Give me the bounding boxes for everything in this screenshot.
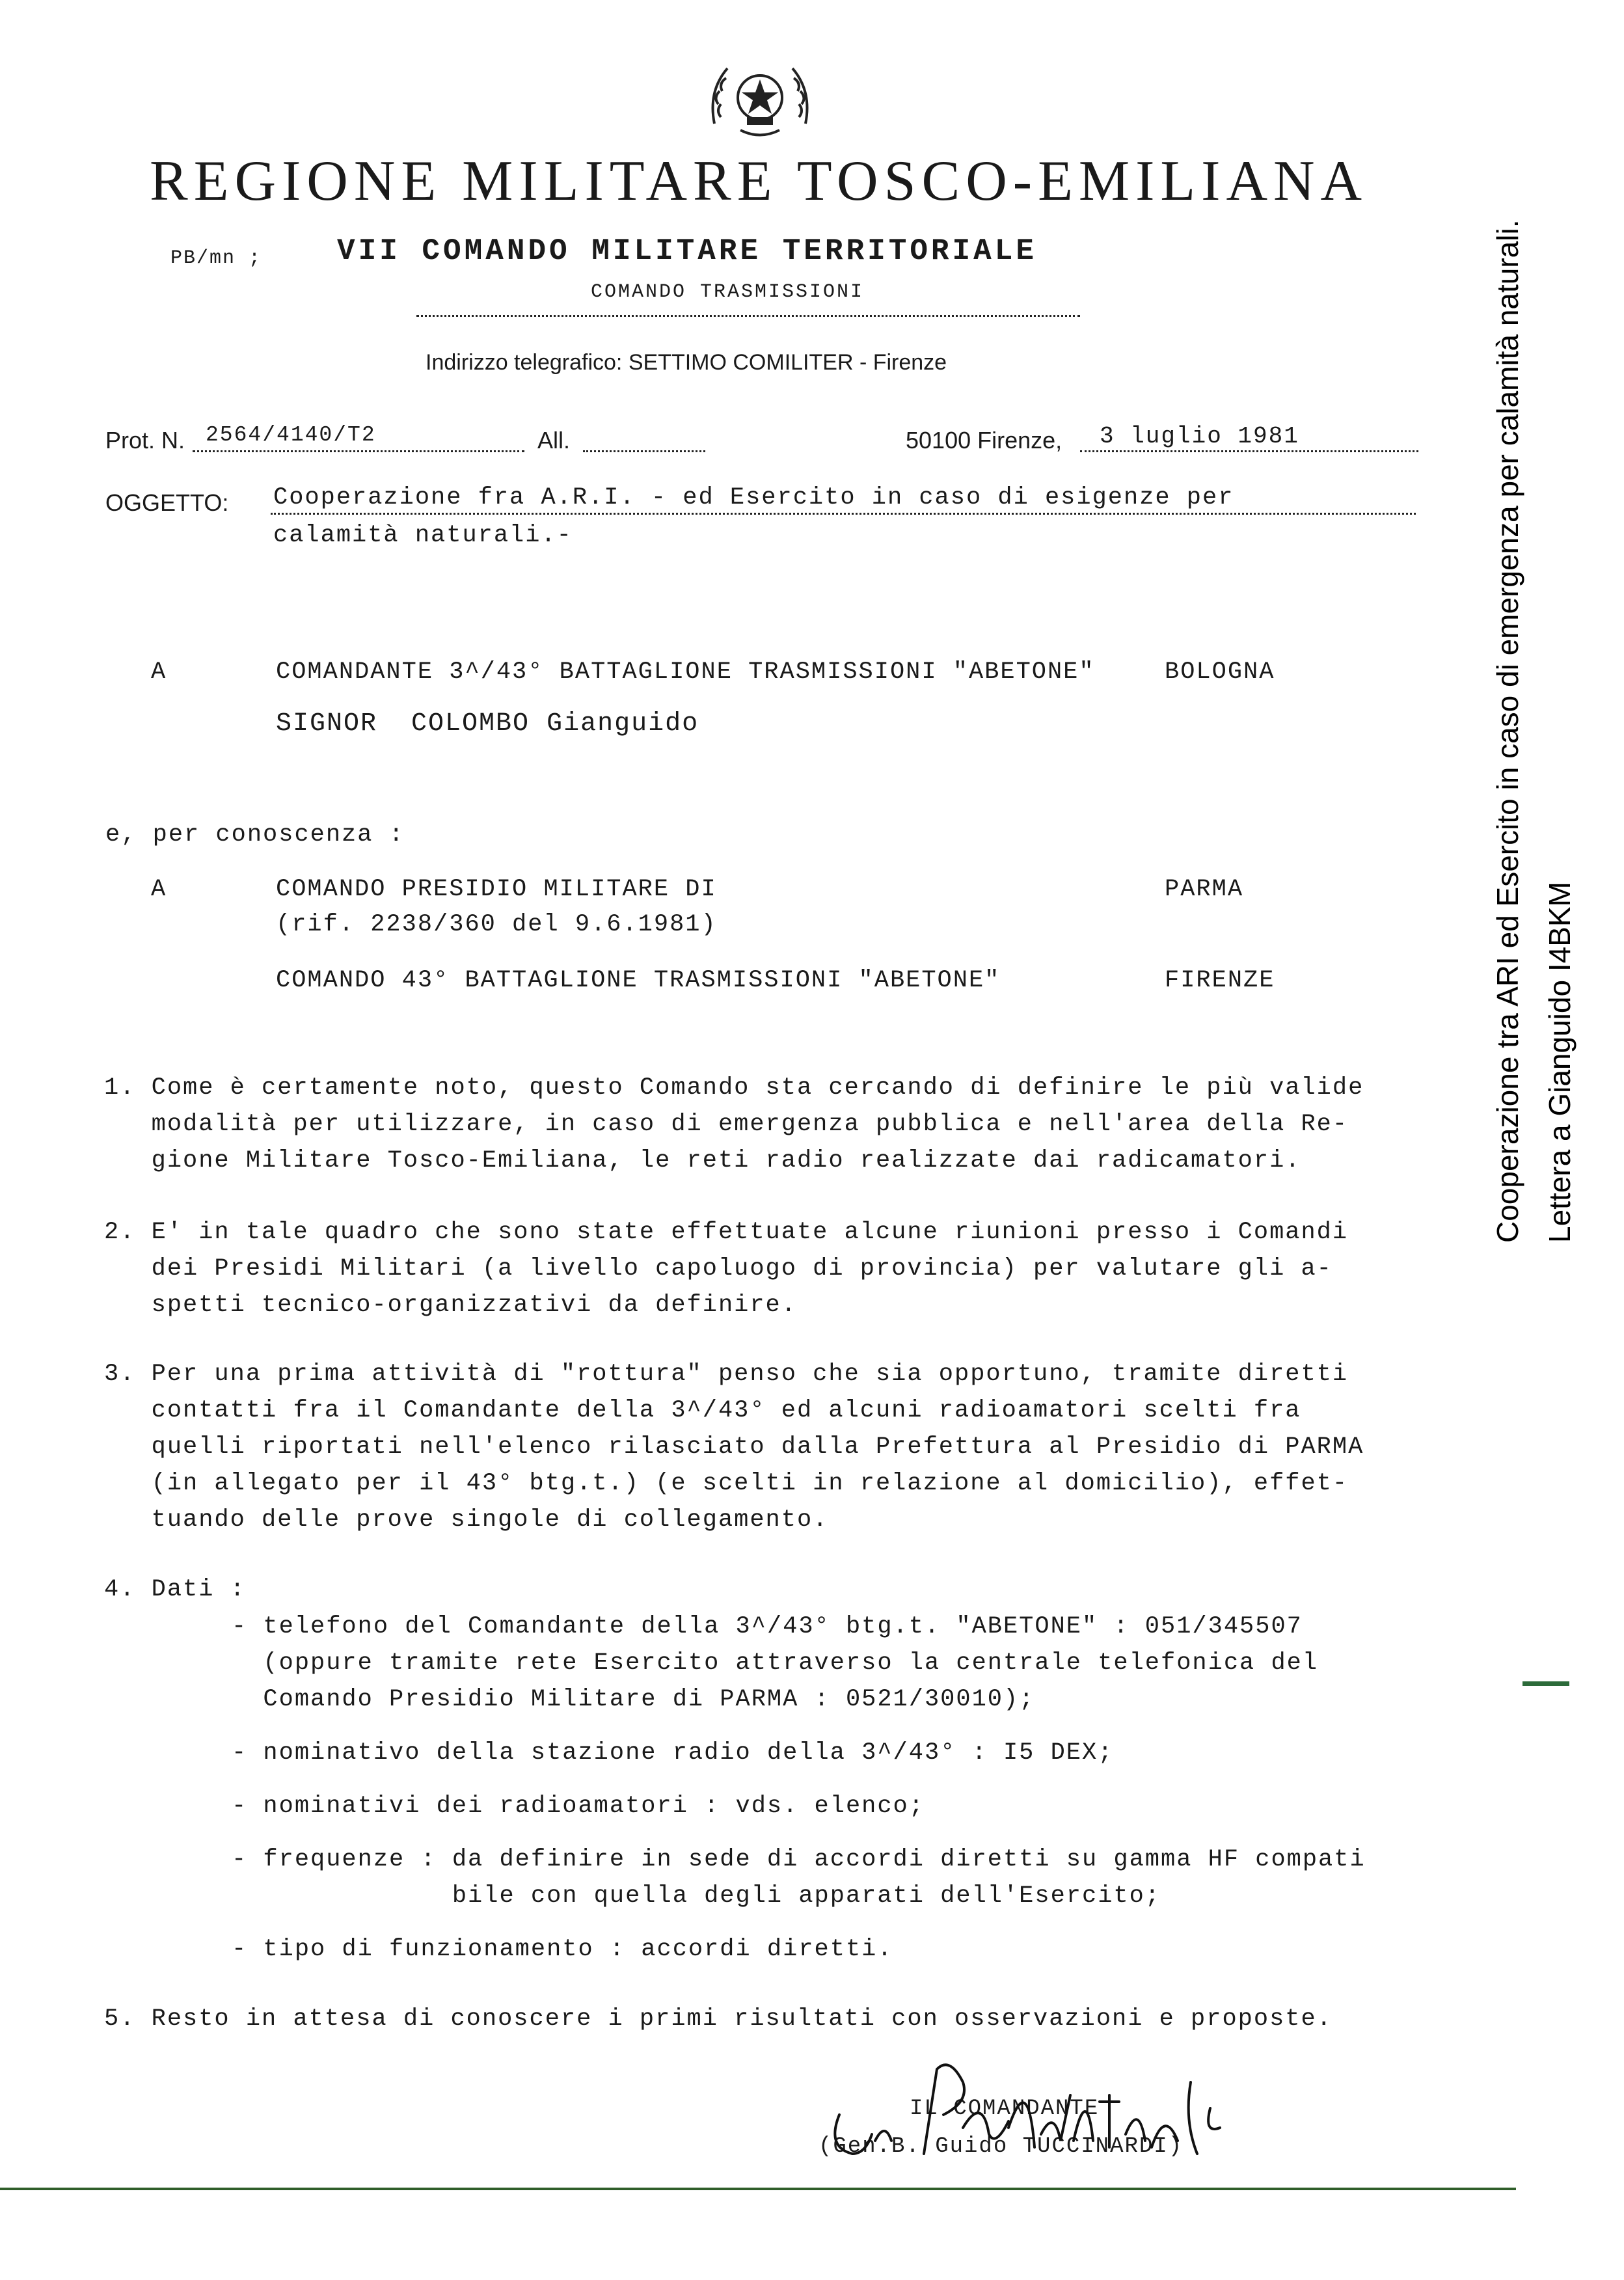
paragraph-1: [104, 1070, 1392, 1179]
paragraph-line: - nominativo della stazione radio della 3^/43° : I5 DEX;: [232, 1739, 1114, 1767]
signature-name: (Gen.B. Guido TUCCINARDI): [819, 2134, 1184, 2159]
margin-mark: [1522, 1681, 1569, 1686]
data-item-frequencies: [232, 1841, 1403, 1914]
oggetto-label: OGGETTO:: [105, 489, 229, 516]
telegraph-value: SETTIMO COMILITER - Firenze: [628, 350, 947, 375]
cc1-city: PARMA: [1165, 876, 1244, 903]
paragraph-line: 2. E' in tale quadro che sono state effettuate alcune riunioni presso i Comandi: [104, 1219, 1349, 1246]
paragraph-line: spetti tecnico-organizzativi da definire.: [104, 1292, 797, 1319]
cc2-line1: COMANDO 43° BATTAGLIONE TRASMISSIONI "ABETONE": [276, 967, 1001, 994]
department-title: COMANDO TRASMISSIONI: [591, 281, 865, 303]
paragraph-4-heading: 4. Dati :: [104, 1576, 246, 1603]
paragraph-line: 3. Per una prima attività di "rottura" penso che sia opportuno, tramite diretti: [104, 1361, 1349, 1388]
data-item-operation: [232, 1931, 1403, 1968]
header-divider: [416, 315, 1080, 317]
prot-field: [193, 422, 524, 452]
cc1-line2: (rif. 2238/360 del 9.6.1981): [276, 911, 717, 938]
paragraph-line: (in allegato per il 43° btg.t.) (e scelti in relazione al domicilio), effet-: [104, 1470, 1349, 1497]
paragraph-line: - telefono del Comandante della 3^/43° btg.t. "ABETONE" : 051/345507: [232, 1613, 1303, 1640]
oggetto-field: [271, 480, 1416, 515]
prot-value: 2564/4140/T2: [206, 423, 376, 447]
paragraph-line: - tipo di funzionamento : accordi diretti.: [232, 1936, 893, 1963]
oggetto-line2: calamità naturali.-: [273, 522, 573, 549]
primary-recipient-line1: COMANDANTE 3^/43° BATTAGLIONE TRASMISSIONI "ABETONE": [276, 658, 1095, 686]
region-title: REGIONE MILITARE TOSCO-EMILIANA: [150, 150, 1368, 213]
sidebar-annotation-line2: Lettera a Gianguido I4BKM: [1543, 882, 1577, 1243]
primary-recipient-city: BOLOGNA: [1165, 658, 1275, 686]
paragraph-3: [104, 1356, 1392, 1538]
paragraph-line: tuando delle prove singole di collegamento.: [104, 1506, 829, 1534]
paragraph-4-items: [232, 1608, 1403, 1968]
paragraph-line: 1. Come è certamente noto, questo Comando sta cercando di definire le più valide: [104, 1074, 1364, 1102]
date-value: 3 luglio 1981: [1100, 423, 1299, 450]
place-label: 50100 Firenze,: [906, 427, 1062, 454]
command-title: VII COMANDO MILITARE TERRITORIALE: [337, 234, 1037, 268]
paragraph-line: modalità per utilizzare, in caso di emergenza pubblica e nell'area della Re-: [104, 1111, 1349, 1138]
paragraph-5: 5. Resto in attesa di conoscere i primi risultati con osservazioni e proposte.: [104, 2005, 1333, 2033]
all-field: [583, 422, 705, 452]
paragraph-line: contatti fra il Comandante della 3^/43° ed alcuni radioamatori scelti fra: [104, 1397, 1301, 1424]
data-item-phone: [232, 1608, 1403, 1718]
all-label: All.: [537, 427, 571, 454]
paragraph-2: [104, 1214, 1392, 1323]
cc-a-label: A: [151, 876, 167, 903]
italian-republic-emblem-icon: [701, 52, 819, 143]
data-item-radioamateurs: [232, 1788, 1403, 1825]
telegraph-label: Indirizzo telegrafico:: [426, 350, 623, 375]
primary-recipient-line2: SIGNOR COLOMBO Gianguido: [276, 709, 699, 739]
prot-label: Prot. N.: [105, 427, 185, 454]
cc1-line1: COMANDO PRESIDIO MILITARE DI: [276, 876, 717, 903]
handwritten-signature-icon: [813, 2056, 1243, 2167]
date-field: [1080, 422, 1418, 452]
data-item-station: [232, 1735, 1403, 1771]
paragraph-line: Comando Presidio Militare di PARMA : 0521/30010);: [232, 1686, 1035, 1713]
paragraph-line: gione Militare Tosco-Emiliana, le reti radio realizzate dai radicamatori.: [104, 1147, 1301, 1174]
oggetto-line1: Cooperazione fra A.R.I. - ed Esercito in caso di esigenze per: [273, 484, 1234, 511]
signature-title: IL COMANDANTE: [910, 2097, 1100, 2121]
cc2-city: FIRENZE: [1165, 967, 1275, 994]
paragraph-line: - nominativi dei radioamatori : vds. elenco;: [232, 1793, 925, 1820]
paragraph-line: bile con quella degli apparati dell'Esercito;: [232, 1882, 1161, 1910]
paragraph-line: dei Presidi Militari (a livello capoluogo di provincia) per valutare gli a-: [104, 1255, 1333, 1282]
telegraph-address: [426, 350, 947, 375]
paragraph-line: (oppure tramite rete Esercito attraverso la centrale telefonica del: [232, 1649, 1319, 1677]
recipient-a-label: A: [151, 658, 167, 686]
bottom-rule: [0, 2188, 1516, 2190]
reference-initials: PB/mn ;: [170, 247, 262, 269]
sidebar-annotation-line1: Cooperazione tra ARI ed Esercito in caso di emergenza per calamità naturali.: [1491, 219, 1524, 1243]
paragraph-line: - frequenze : da definire in sede di accordi diretti su gamma HF compati: [232, 1846, 1366, 1873]
cc-label: e, per conoscenza :: [105, 821, 405, 848]
paragraph-line: quelli riportati nell'elenco rilasciato dalla Prefettura al Presidio di PARMA: [104, 1433, 1364, 1461]
